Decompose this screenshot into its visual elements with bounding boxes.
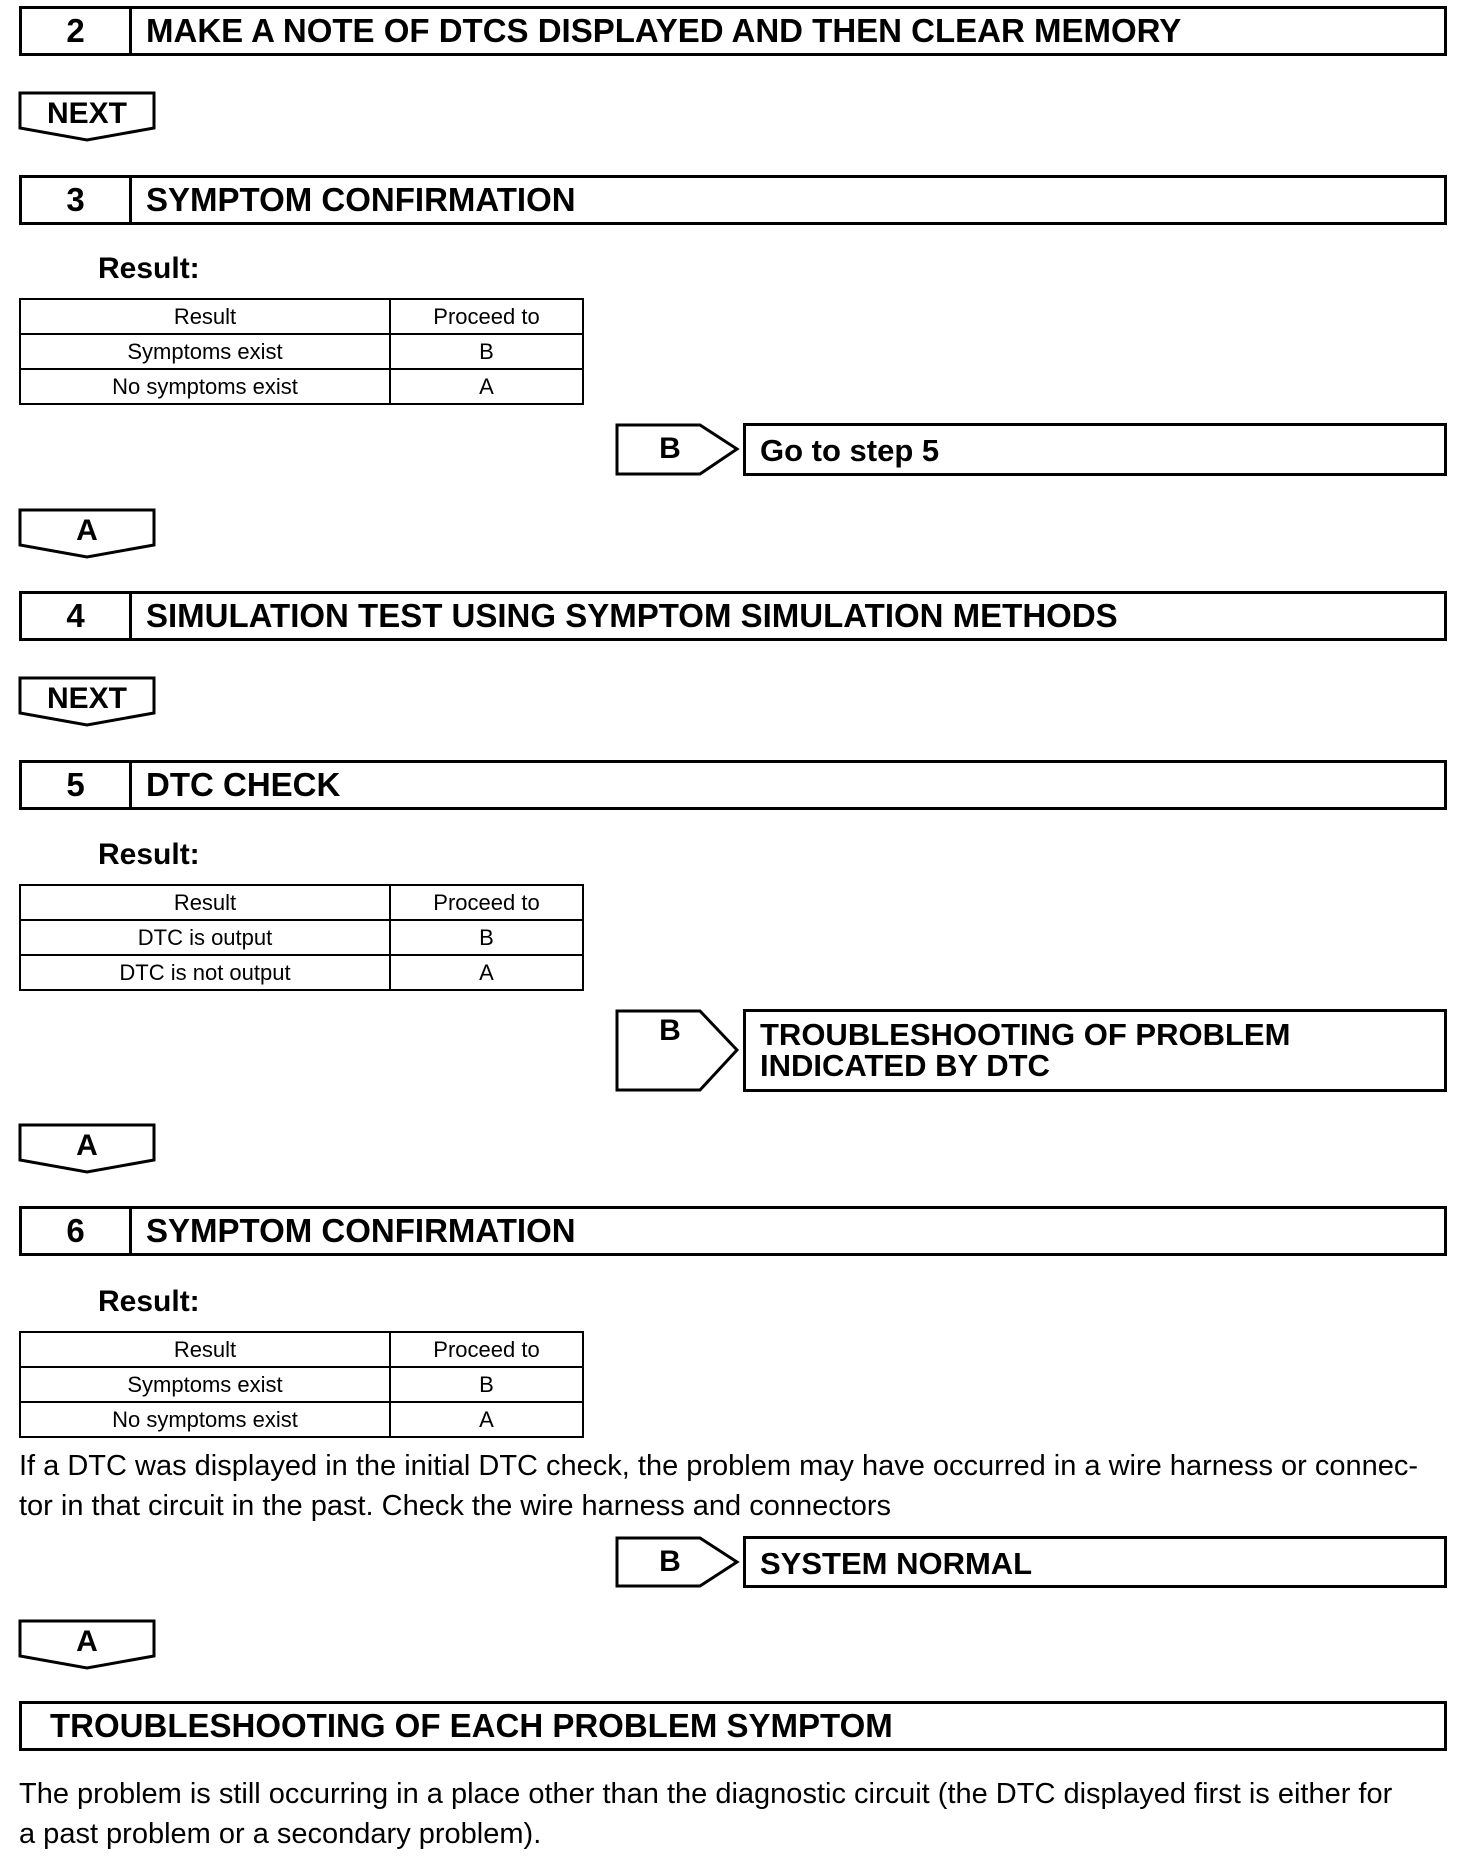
table-cell: B	[390, 920, 583, 955]
destination-line: INDICATED BY DTC	[760, 1048, 1050, 1083]
step-number: 3	[22, 178, 132, 222]
note-line: The problem is still occurring in a place other than the diagnostic circuit (the DTC displayed first is either for	[19, 1778, 1393, 1810]
final-note	[19, 1774, 1449, 1854]
branch-label: B	[659, 432, 681, 465]
step-title: SIMULATION TEST USING SYMPTOM SIMULATION METHODS	[146, 597, 1118, 634]
final-step-header	[19, 1701, 1447, 1751]
note-line: If a DTC was displayed in the initial DTC check, the problem may have occurred in a wire harness or connec-	[19, 1450, 1419, 1482]
step-6-note	[19, 1446, 1449, 1526]
pointer-label: NEXT	[46, 682, 127, 715]
step-title: DTC CHECK	[146, 766, 341, 803]
table-header-cell: Proceed to	[390, 1332, 583, 1367]
a-pointer	[18, 1123, 156, 1175]
next-pointer	[18, 91, 156, 143]
pointer-label: A	[76, 1625, 98, 1658]
table-header-row	[20, 885, 583, 920]
a-pointer	[18, 1619, 156, 1671]
step-title: MAKE A NOTE OF DTCS DISPLAYED AND THEN CLEAR MEMORY	[146, 12, 1182, 49]
table-header-cell: Result	[20, 299, 390, 334]
table-row	[20, 369, 583, 404]
table-row	[20, 1367, 583, 1402]
step-title: TROUBLESHOOTING OF EACH PROBLEM SYMPTOM	[50, 1707, 893, 1744]
note-line: a past problem or a secondary problem).	[19, 1818, 542, 1850]
table-cell: DTC is not output	[20, 955, 390, 990]
step-number: 5	[22, 763, 132, 807]
table-header-row	[20, 299, 583, 334]
branch-destination	[743, 1009, 1447, 1092]
result-table-step-5	[19, 884, 584, 991]
pointer-label: A	[76, 514, 98, 547]
branch-label: B	[659, 1014, 681, 1047]
table-header-cell: Result	[20, 885, 390, 920]
pointer-label: A	[76, 1129, 98, 1162]
step-title: SYMPTOM CONFIRMATION	[146, 1212, 576, 1249]
result-table-step-6	[19, 1331, 584, 1438]
branch-destination: SYSTEM NORMAL	[743, 1536, 1447, 1588]
table-header-cell: Result	[20, 1332, 390, 1367]
table-header-row	[20, 1332, 583, 1367]
branch-b-step-5	[615, 1009, 740, 1092]
result-heading: Result:	[98, 838, 200, 871]
table-cell: A	[390, 369, 583, 404]
table-cell: A	[390, 1402, 583, 1437]
table-row	[20, 1402, 583, 1437]
table-cell: DTC is output	[20, 920, 390, 955]
branch-b-step-6	[615, 1536, 740, 1588]
note-line: tor in that circuit in the past. Check the wire harness and connectors	[19, 1490, 892, 1522]
table-row	[20, 955, 583, 990]
table-cell: B	[390, 1367, 583, 1402]
a-pointer	[18, 508, 156, 560]
result-heading: Result:	[98, 1285, 200, 1318]
table-cell: A	[390, 955, 583, 990]
branch-b-step-3	[615, 423, 740, 476]
step-number: 6	[22, 1209, 132, 1253]
table-cell: Symptoms exist	[20, 1367, 390, 1402]
destination-line: TROUBLESHOOTING OF PROBLEM	[760, 1017, 1291, 1052]
step-number: 2	[22, 9, 132, 53]
branch-destination: Go to step 5	[743, 423, 1447, 476]
step-3-header	[19, 175, 1447, 225]
step-2-header	[19, 6, 1447, 56]
table-cell: No symptoms exist	[20, 369, 390, 404]
step-number: 4	[22, 594, 132, 638]
table-row	[20, 334, 583, 369]
result-heading: Result:	[98, 252, 200, 285]
table-header-cell: Proceed to	[390, 885, 583, 920]
step-title: SYMPTOM CONFIRMATION	[146, 181, 576, 218]
step-5-header	[19, 760, 1447, 810]
result-table-step-3	[19, 298, 584, 405]
pointer-label: NEXT	[46, 97, 127, 130]
table-cell: B	[390, 334, 583, 369]
table-cell: Symptoms exist	[20, 334, 390, 369]
step-6-header	[19, 1206, 1447, 1256]
table-cell: No symptoms exist	[20, 1402, 390, 1437]
table-row	[20, 920, 583, 955]
table-header-cell: Proceed to	[390, 299, 583, 334]
branch-label: B	[659, 1545, 681, 1578]
next-pointer	[18, 676, 156, 728]
step-4-header	[19, 591, 1447, 641]
